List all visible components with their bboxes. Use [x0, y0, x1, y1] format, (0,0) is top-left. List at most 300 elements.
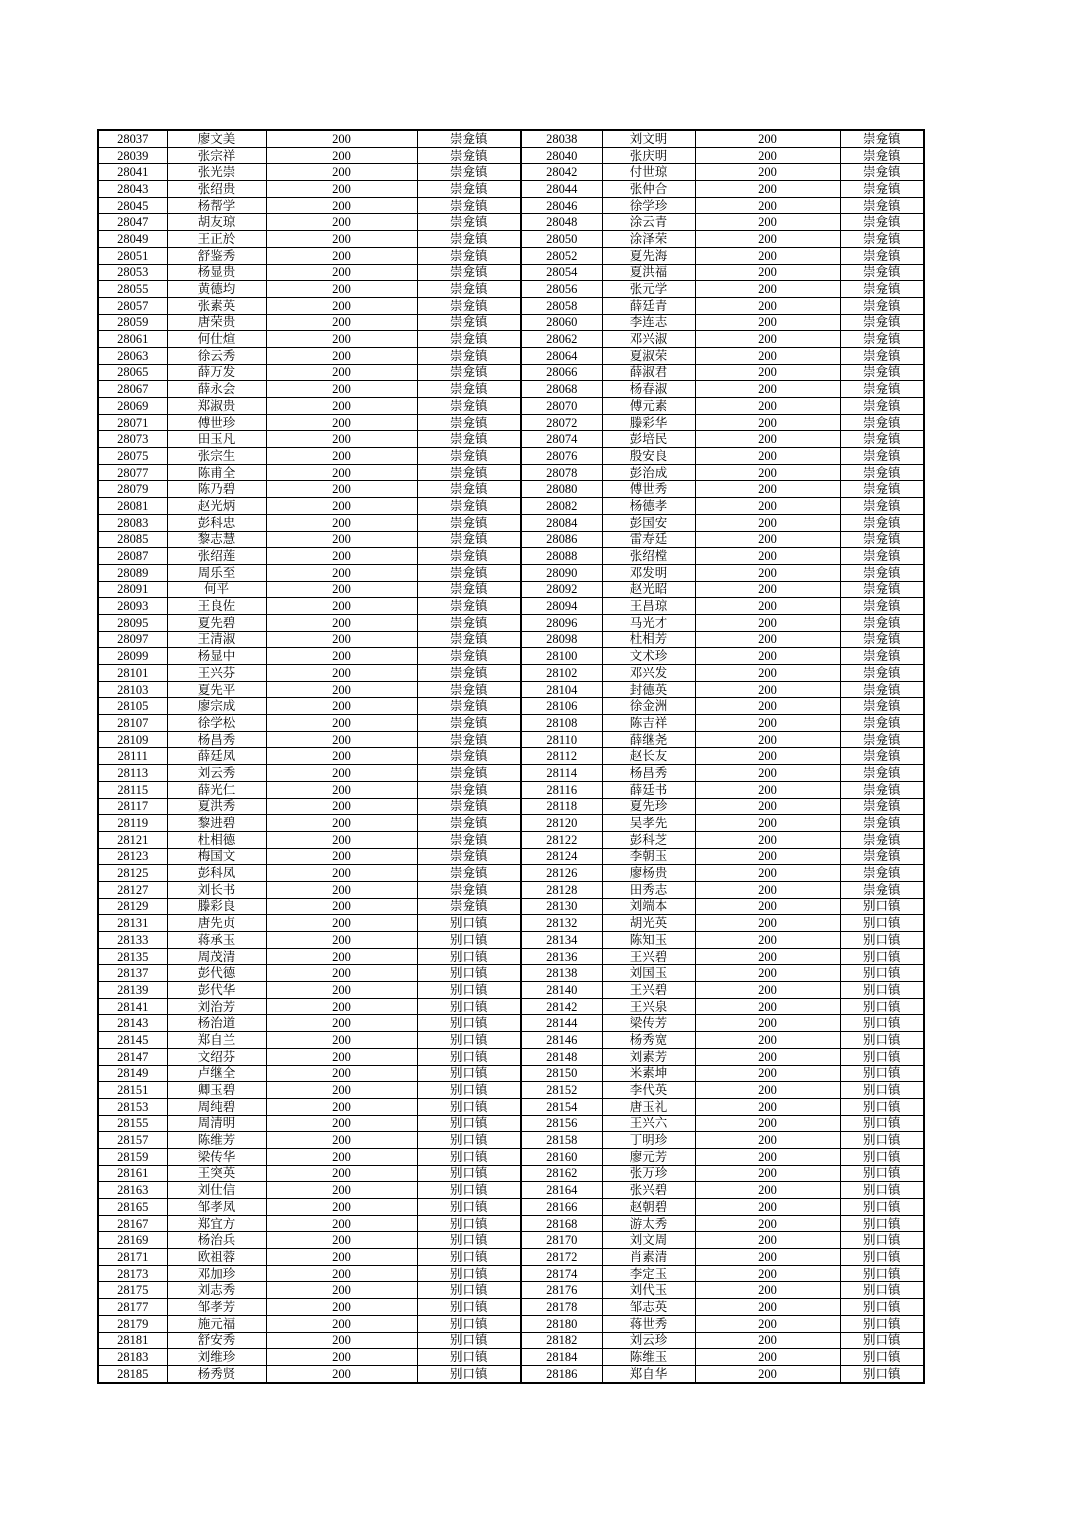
- id-cell: 28076: [521, 448, 602, 465]
- id-cell: 28098: [521, 631, 602, 648]
- id-cell: 28112: [521, 748, 602, 765]
- name-cell: 刘维珍: [167, 1349, 266, 1366]
- amount-cell: 200: [695, 231, 840, 248]
- town-cell: 崇龛镇: [417, 364, 521, 381]
- town-cell: 崇龛镇: [417, 381, 521, 398]
- name-cell: 舒安秀: [167, 1332, 266, 1349]
- id-cell: 28158: [521, 1132, 602, 1149]
- amount-cell: 200: [266, 164, 417, 181]
- town-cell: 别口镇: [840, 1032, 924, 1049]
- id-cell: 28058: [521, 297, 602, 314]
- name-cell: 梁传华: [167, 1148, 266, 1165]
- id-cell: 28154: [521, 1098, 602, 1115]
- table-row: [98, 314, 924, 331]
- id-cell: 28123: [98, 848, 167, 865]
- town-cell: 崇龛镇: [840, 164, 924, 181]
- town-cell: 崇龛镇: [840, 498, 924, 515]
- amount-cell: 200: [266, 765, 417, 782]
- town-cell: 崇龛镇: [417, 631, 521, 648]
- town-cell: 别口镇: [840, 1265, 924, 1282]
- table-row: [98, 982, 924, 999]
- town-cell: 别口镇: [417, 1365, 521, 1382]
- amount-cell: 200: [266, 130, 417, 147]
- amount-cell: 200: [266, 848, 417, 865]
- roster-table-body: [98, 130, 924, 1383]
- town-cell: 崇龛镇: [840, 231, 924, 248]
- id-cell: 28144: [521, 1015, 602, 1032]
- id-cell: 28060: [521, 314, 602, 331]
- table-row: [98, 1015, 924, 1032]
- town-cell: 别口镇: [417, 1315, 521, 1332]
- town-cell: 崇龛镇: [417, 297, 521, 314]
- town-cell: 别口镇: [417, 1299, 521, 1316]
- amount-cell: 200: [695, 1299, 840, 1316]
- name-cell: 郑宜方: [167, 1215, 266, 1232]
- table-row: [98, 1032, 924, 1049]
- name-cell: 傅世珍: [167, 414, 266, 431]
- table-row: [98, 1098, 924, 1115]
- table-row: [98, 1265, 924, 1282]
- roster-table: [97, 129, 925, 1384]
- amount-cell: 200: [266, 915, 417, 932]
- name-cell: 邹孝凤: [167, 1199, 266, 1216]
- table-row: [98, 481, 924, 498]
- amount-cell: 200: [266, 1132, 417, 1149]
- id-cell: 28159: [98, 1148, 167, 1165]
- table-row: [98, 765, 924, 782]
- id-cell: 28124: [521, 848, 602, 865]
- amount-cell: 200: [695, 598, 840, 615]
- town-cell: 别口镇: [417, 1148, 521, 1165]
- table-row: [98, 247, 924, 264]
- name-cell: 刘云秀: [167, 765, 266, 782]
- amount-cell: 200: [695, 314, 840, 331]
- name-cell: 邓兴发: [602, 665, 695, 682]
- name-cell: 廖文美: [167, 130, 266, 147]
- amount-cell: 200: [266, 948, 417, 965]
- table-row: [98, 1299, 924, 1316]
- name-cell: 杨德孝: [602, 498, 695, 515]
- name-cell: 田秀志: [602, 881, 695, 898]
- name-cell: 黎进碧: [167, 815, 266, 832]
- name-cell: 刘长书: [167, 881, 266, 898]
- name-cell: 杨春淑: [602, 381, 695, 398]
- town-cell: 崇龛镇: [840, 748, 924, 765]
- id-cell: 28183: [98, 1349, 167, 1366]
- amount-cell: 200: [695, 748, 840, 765]
- amount-cell: 200: [266, 1115, 417, 1132]
- town-cell: 崇龛镇: [840, 481, 924, 498]
- table-row: [98, 197, 924, 214]
- town-cell: 别口镇: [840, 982, 924, 999]
- town-cell: 崇龛镇: [840, 815, 924, 832]
- name-cell: 夏先平: [167, 681, 266, 698]
- amount-cell: 200: [266, 514, 417, 531]
- id-cell: 28078: [521, 464, 602, 481]
- town-cell: 崇龛镇: [840, 881, 924, 898]
- table-row: [98, 748, 924, 765]
- amount-cell: 200: [695, 1165, 840, 1182]
- town-cell: 别口镇: [840, 1299, 924, 1316]
- town-cell: 别口镇: [417, 948, 521, 965]
- name-cell: 唐先贞: [167, 915, 266, 932]
- amount-cell: 200: [266, 1332, 417, 1349]
- amount-cell: 200: [266, 1165, 417, 1182]
- name-cell: 陈知玉: [602, 932, 695, 949]
- town-cell: 崇龛镇: [840, 448, 924, 465]
- name-cell: 张庆明: [602, 147, 695, 164]
- name-cell: 杨显中: [167, 648, 266, 665]
- name-cell: 蒋承玉: [167, 932, 266, 949]
- name-cell: 胡友琼: [167, 214, 266, 231]
- amount-cell: 200: [266, 865, 417, 882]
- town-cell: 崇龛镇: [840, 831, 924, 848]
- name-cell: 郑淑贵: [167, 398, 266, 415]
- amount-cell: 200: [695, 982, 840, 999]
- amount-cell: 200: [266, 498, 417, 515]
- table-row: [98, 1349, 924, 1366]
- amount-cell: 200: [695, 498, 840, 515]
- id-cell: 28061: [98, 331, 167, 348]
- table-row: [98, 1199, 924, 1216]
- name-cell: 杨昌秀: [167, 731, 266, 748]
- amount-cell: 200: [695, 381, 840, 398]
- name-cell: 舒鉴秀: [167, 247, 266, 264]
- table-row: [98, 448, 924, 465]
- town-cell: 别口镇: [840, 1048, 924, 1065]
- name-cell: 梁传芳: [602, 1015, 695, 1032]
- amount-cell: 200: [266, 614, 417, 631]
- table-row: [98, 1065, 924, 1082]
- amount-cell: 200: [266, 1282, 417, 1299]
- town-cell: 崇龛镇: [417, 481, 521, 498]
- table-row: [98, 648, 924, 665]
- name-cell: 刘端本: [602, 898, 695, 915]
- id-cell: 28179: [98, 1315, 167, 1332]
- town-cell: 别口镇: [417, 998, 521, 1015]
- table-row: [98, 1132, 924, 1149]
- name-cell: 王昌琼: [602, 598, 695, 615]
- name-cell: 张绍樘: [602, 548, 695, 565]
- id-cell: 28050: [521, 231, 602, 248]
- amount-cell: 200: [266, 398, 417, 415]
- town-cell: 别口镇: [840, 1082, 924, 1099]
- town-cell: 崇龛镇: [417, 548, 521, 565]
- amount-cell: 200: [266, 197, 417, 214]
- town-cell: 崇龛镇: [417, 865, 521, 882]
- town-cell: 崇龛镇: [840, 464, 924, 481]
- name-cell: 夏先珍: [602, 798, 695, 815]
- amount-cell: 200: [266, 364, 417, 381]
- id-cell: 28096: [521, 614, 602, 631]
- table-row: [98, 281, 924, 298]
- amount-cell: 200: [695, 648, 840, 665]
- amount-cell: 200: [266, 414, 417, 431]
- amount-cell: 200: [695, 1365, 840, 1382]
- id-cell: 28161: [98, 1165, 167, 1182]
- table-row: [98, 1182, 924, 1199]
- town-cell: 崇龛镇: [840, 281, 924, 298]
- id-cell: 28168: [521, 1215, 602, 1232]
- id-cell: 28146: [521, 1032, 602, 1049]
- town-cell: 别口镇: [417, 1215, 521, 1232]
- amount-cell: 200: [266, 1199, 417, 1216]
- amount-cell: 200: [266, 1215, 417, 1232]
- amount-cell: 200: [695, 1199, 840, 1216]
- id-cell: 28048: [521, 214, 602, 231]
- name-cell: 薛廷青: [602, 297, 695, 314]
- name-cell: 殷安良: [602, 448, 695, 465]
- name-cell: 杨治兵: [167, 1232, 266, 1249]
- id-cell: 28153: [98, 1098, 167, 1115]
- name-cell: 刘志秀: [167, 1282, 266, 1299]
- table-row: [98, 698, 924, 715]
- town-cell: 崇龛镇: [417, 147, 521, 164]
- amount-cell: 200: [695, 331, 840, 348]
- name-cell: 夏淑荣: [602, 347, 695, 364]
- name-cell: 李连志: [602, 314, 695, 331]
- amount-cell: 200: [695, 448, 840, 465]
- id-cell: 28056: [521, 281, 602, 298]
- town-cell: 崇龛镇: [840, 681, 924, 698]
- town-cell: 别口镇: [417, 1048, 521, 1065]
- id-cell: 28165: [98, 1199, 167, 1216]
- id-cell: 28072: [521, 414, 602, 431]
- amount-cell: 200: [695, 1349, 840, 1366]
- name-cell: 雷寿廷: [602, 531, 695, 548]
- amount-cell: 200: [695, 1015, 840, 1032]
- id-cell: 28065: [98, 364, 167, 381]
- id-cell: 28077: [98, 464, 167, 481]
- table-row: [98, 531, 924, 548]
- town-cell: 崇龛镇: [417, 331, 521, 348]
- amount-cell: 200: [266, 431, 417, 448]
- name-cell: 彭科凤: [167, 865, 266, 882]
- amount-cell: 200: [695, 464, 840, 481]
- table-row: [98, 881, 924, 898]
- id-cell: 28141: [98, 998, 167, 1015]
- id-cell: 28129: [98, 898, 167, 915]
- table-row: [98, 1165, 924, 1182]
- name-cell: 刘文周: [602, 1232, 695, 1249]
- id-cell: 28099: [98, 648, 167, 665]
- name-cell: 王兴六: [602, 1115, 695, 1132]
- name-cell: 徐学松: [167, 715, 266, 732]
- name-cell: 田玉凡: [167, 431, 266, 448]
- town-cell: 崇龛镇: [417, 431, 521, 448]
- town-cell: 崇龛镇: [840, 614, 924, 631]
- amount-cell: 200: [266, 331, 417, 348]
- amount-cell: 200: [266, 665, 417, 682]
- id-cell: 28176: [521, 1282, 602, 1299]
- amount-cell: 200: [266, 1048, 417, 1065]
- amount-cell: 200: [266, 464, 417, 481]
- town-cell: 别口镇: [417, 1098, 521, 1115]
- name-cell: 邹孝芳: [167, 1299, 266, 1316]
- name-cell: 王突英: [167, 1165, 266, 1182]
- amount-cell: 200: [695, 514, 840, 531]
- id-cell: 28045: [98, 197, 167, 214]
- town-cell: 崇龛镇: [417, 314, 521, 331]
- town-cell: 崇龛镇: [840, 665, 924, 682]
- name-cell: 黎志慧: [167, 531, 266, 548]
- town-cell: 别口镇: [417, 915, 521, 932]
- amount-cell: 200: [266, 698, 417, 715]
- town-cell: 崇龛镇: [417, 765, 521, 782]
- town-cell: 崇龛镇: [417, 247, 521, 264]
- id-cell: 28152: [521, 1082, 602, 1099]
- table-row: [98, 364, 924, 381]
- amount-cell: 200: [266, 815, 417, 832]
- town-cell: 崇龛镇: [417, 514, 521, 531]
- id-cell: 28069: [98, 398, 167, 415]
- town-cell: 崇龛镇: [417, 181, 521, 198]
- name-cell: 陈甫全: [167, 464, 266, 481]
- town-cell: 崇龛镇: [840, 598, 924, 615]
- table-row: [98, 665, 924, 682]
- table-row: [98, 831, 924, 848]
- id-cell: 28094: [521, 598, 602, 615]
- table-row: [98, 1332, 924, 1349]
- id-cell: 28157: [98, 1132, 167, 1149]
- amount-cell: 200: [266, 731, 417, 748]
- town-cell: 别口镇: [840, 1215, 924, 1232]
- amount-cell: 200: [266, 314, 417, 331]
- id-cell: 28185: [98, 1365, 167, 1382]
- amount-cell: 200: [695, 1265, 840, 1282]
- name-cell: 刘云珍: [602, 1332, 695, 1349]
- id-cell: 28133: [98, 932, 167, 949]
- id-cell: 28134: [521, 932, 602, 949]
- table-row: [98, 1082, 924, 1099]
- table-row: [98, 147, 924, 164]
- name-cell: 王正於: [167, 231, 266, 248]
- id-cell: 28073: [98, 431, 167, 448]
- amount-cell: 200: [695, 398, 840, 415]
- table-row: [98, 681, 924, 698]
- id-cell: 28169: [98, 1232, 167, 1249]
- name-cell: 杨显贵: [167, 264, 266, 281]
- table-row: [98, 231, 924, 248]
- name-cell: 邓发明: [602, 564, 695, 581]
- table-row: [98, 1232, 924, 1249]
- amount-cell: 200: [695, 531, 840, 548]
- table-row: [98, 932, 924, 949]
- name-cell: 王兴泉: [602, 998, 695, 1015]
- town-cell: 别口镇: [840, 932, 924, 949]
- town-cell: 崇龛镇: [840, 297, 924, 314]
- name-cell: 施元福: [167, 1315, 266, 1332]
- amount-cell: 200: [266, 898, 417, 915]
- town-cell: 崇龛镇: [840, 581, 924, 598]
- amount-cell: 200: [266, 715, 417, 732]
- table-row: [98, 264, 924, 281]
- id-cell: 28181: [98, 1332, 167, 1349]
- town-cell: 崇龛镇: [840, 631, 924, 648]
- name-cell: 游太秀: [602, 1215, 695, 1232]
- id-cell: 28043: [98, 181, 167, 198]
- name-cell: 李朝玉: [602, 848, 695, 865]
- id-cell: 28082: [521, 498, 602, 515]
- town-cell: 崇龛镇: [417, 498, 521, 515]
- amount-cell: 200: [695, 581, 840, 598]
- name-cell: 赵光昭: [602, 581, 695, 598]
- town-cell: 崇龛镇: [840, 331, 924, 348]
- amount-cell: 200: [266, 982, 417, 999]
- town-cell: 别口镇: [417, 1282, 521, 1299]
- town-cell: 别口镇: [840, 1282, 924, 1299]
- name-cell: 张兴碧: [602, 1182, 695, 1199]
- table-row: [98, 915, 924, 932]
- amount-cell: 200: [266, 781, 417, 798]
- name-cell: 文术珍: [602, 648, 695, 665]
- amount-cell: 200: [266, 1015, 417, 1032]
- id-cell: 28054: [521, 264, 602, 281]
- id-cell: 28107: [98, 715, 167, 732]
- town-cell: 崇龛镇: [417, 848, 521, 865]
- amount-cell: 200: [266, 347, 417, 364]
- town-cell: 崇龛镇: [417, 731, 521, 748]
- town-cell: 崇龛镇: [840, 765, 924, 782]
- id-cell: 28137: [98, 965, 167, 982]
- town-cell: 别口镇: [417, 1332, 521, 1349]
- name-cell: 杨治道: [167, 1015, 266, 1032]
- id-cell: 28166: [521, 1199, 602, 1216]
- name-cell: 王良佐: [167, 598, 266, 615]
- town-cell: 崇龛镇: [840, 715, 924, 732]
- town-cell: 崇龛镇: [840, 197, 924, 214]
- id-cell: 28079: [98, 481, 167, 498]
- town-cell: 别口镇: [417, 1115, 521, 1132]
- id-cell: 28102: [521, 665, 602, 682]
- amount-cell: 200: [695, 881, 840, 898]
- id-cell: 28049: [98, 231, 167, 248]
- id-cell: 28122: [521, 831, 602, 848]
- table-row: [98, 1215, 924, 1232]
- town-cell: 崇龛镇: [417, 531, 521, 548]
- amount-cell: 200: [266, 281, 417, 298]
- amount-cell: 200: [695, 281, 840, 298]
- name-cell: 胡光英: [602, 915, 695, 932]
- name-cell: 陈吉祥: [602, 715, 695, 732]
- town-cell: 别口镇: [840, 1115, 924, 1132]
- name-cell: 廖宗成: [167, 698, 266, 715]
- id-cell: 28111: [98, 748, 167, 765]
- town-cell: 崇龛镇: [840, 514, 924, 531]
- amount-cell: 200: [695, 815, 840, 832]
- amount-cell: 200: [695, 915, 840, 932]
- amount-cell: 200: [695, 898, 840, 915]
- name-cell: 郑自华: [602, 1365, 695, 1382]
- table-row: [98, 1282, 924, 1299]
- name-cell: 廖元芳: [602, 1148, 695, 1165]
- amount-cell: 200: [266, 264, 417, 281]
- name-cell: 彭国安: [602, 514, 695, 531]
- id-cell: 28175: [98, 1282, 167, 1299]
- town-cell: 别口镇: [417, 1132, 521, 1149]
- town-cell: 崇龛镇: [840, 848, 924, 865]
- table-row: [98, 965, 924, 982]
- amount-cell: 200: [266, 598, 417, 615]
- name-cell: 黄德均: [167, 281, 266, 298]
- id-cell: 28115: [98, 781, 167, 798]
- name-cell: 梅国文: [167, 848, 266, 865]
- id-cell: 28131: [98, 915, 167, 932]
- amount-cell: 200: [266, 1082, 417, 1099]
- town-cell: 别口镇: [840, 1315, 924, 1332]
- table-row: [98, 998, 924, 1015]
- id-cell: 28053: [98, 264, 167, 281]
